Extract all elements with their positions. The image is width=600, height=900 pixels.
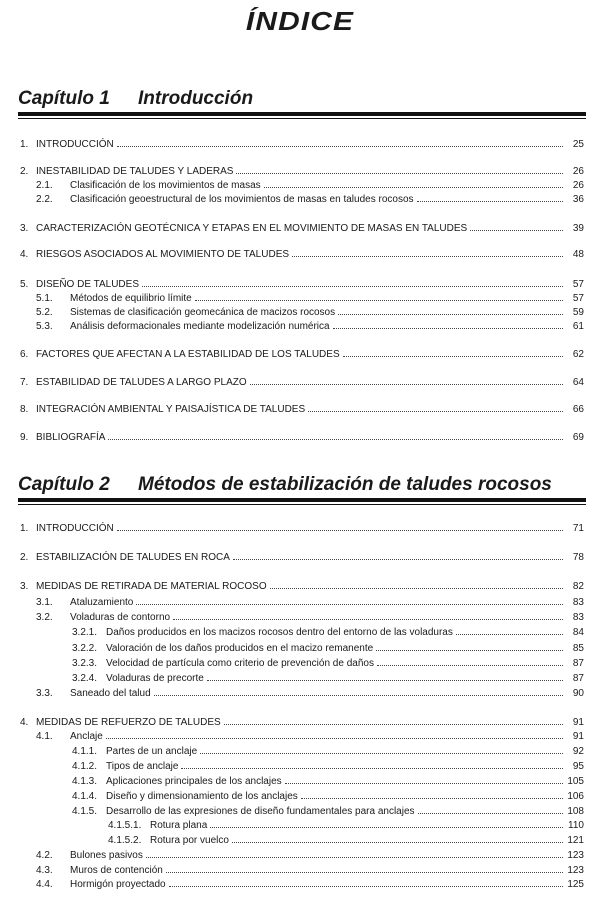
toc-entry-page: 106	[567, 791, 584, 802]
toc-entry-title: Partes de un anclaje	[106, 746, 198, 757]
toc-entry-page: 123	[567, 865, 584, 876]
toc-entry-number: 4.1.5.1.	[108, 820, 142, 831]
toc-entry-title: INTRODUCCIÓN	[36, 139, 114, 150]
toc-entry-title: INTEGRACIÓN AMBIENTAL Y PAISAJÍSTICA DE TALUDES	[36, 404, 306, 415]
toc-entry-number: 4.	[20, 249, 29, 260]
toc-entry-number: 4.1.1.	[72, 746, 98, 757]
toc-leader-dots	[224, 714, 563, 725]
toc-entry-title: Clasificación geoestructural de los movimientos de masas en taludes rocosos	[70, 194, 414, 205]
toc-entry-title: Análisis deformacionales mediante modelización numérica	[70, 321, 330, 332]
toc-entry	[36, 594, 584, 608]
toc-entry-number: 1.	[20, 139, 29, 150]
toc-entry-number: 3.	[20, 223, 29, 234]
toc-entry-title: Muros de contención	[70, 865, 163, 876]
toc-entry-number: 2.	[20, 166, 29, 177]
toc-leader-dots	[232, 832, 563, 843]
toc-entry	[72, 788, 584, 802]
toc-entry-number: 2.2.	[36, 194, 53, 205]
toc-entry-number: 3.3.	[36, 688, 53, 699]
toc-entry-page: 108	[567, 806, 584, 817]
toc-entry-title: ESTABILIZACIÓN DE TALUDES EN ROCA	[36, 552, 230, 563]
toc-entry-number: 3.2.4.	[72, 673, 98, 684]
toc-leader-dots	[207, 670, 563, 681]
toc-entry	[36, 728, 584, 742]
toc-entry-page: 59	[572, 307, 584, 318]
toc-entry	[36, 318, 584, 332]
toc-entry-number: 4.1.5.2.	[108, 835, 142, 846]
toc-entry	[72, 743, 584, 757]
toc-leader-dots	[146, 847, 563, 858]
toc-leader-dots	[210, 817, 563, 828]
toc-entry-number: 4.3.	[36, 865, 53, 876]
toc-leader-dots	[117, 136, 563, 147]
chapter-title: Introducción	[138, 88, 254, 109]
toc-entry-page: 26	[572, 166, 584, 177]
toc-entry-number: 5.	[20, 279, 29, 290]
toc-entry-page: 125	[567, 879, 584, 890]
toc-entry-title: BIBLIOGRAFÍA	[36, 432, 106, 443]
toc-entry-number: 9.	[20, 432, 29, 443]
toc-entry-number: 2.1.	[36, 180, 53, 191]
chapter-rule	[18, 112, 586, 119]
toc-entry-number: 2.	[20, 552, 29, 563]
toc-entry-title: Hormigón proyectado	[70, 879, 166, 890]
toc-leader-dots	[292, 246, 563, 257]
toc-entry-number: 5.3.	[36, 321, 53, 332]
toc-entry	[20, 714, 584, 728]
toc-leader-dots	[308, 401, 563, 412]
toc-entry-title: Saneado del talud	[70, 688, 151, 699]
chapter-title: Métodos de estabilización de taludes rocosos	[138, 474, 552, 495]
toc-entry-page: 87	[572, 658, 584, 669]
toc-leader-dots	[377, 655, 563, 666]
toc-entry-page: 57	[572, 279, 584, 290]
toc-entry	[72, 803, 584, 817]
toc-entry-title: DISEÑO DE TALUDES	[36, 279, 139, 290]
toc-entry-title: INTRODUCCIÓN	[36, 523, 114, 534]
toc-entry-page: 92	[572, 746, 584, 757]
toc-entry-page: 36	[572, 194, 584, 205]
toc-entry-page: 61	[572, 321, 584, 332]
toc-entry-number: 4.1.	[36, 731, 53, 742]
toc-entry-number: 5.2.	[36, 307, 53, 318]
toc-entry-page: 105	[567, 776, 584, 787]
toc-entry	[36, 304, 584, 318]
toc-entry-page: 39	[572, 223, 584, 234]
toc-entry-page: 110	[568, 820, 584, 831]
toc-entry	[20, 246, 584, 260]
toc-entry	[20, 520, 584, 534]
toc-entry-title: Valoración de los daños producidos en el macizo remanente	[106, 643, 374, 654]
toc-leader-dots	[264, 177, 563, 188]
toc-leader-dots	[142, 276, 563, 287]
toc-entry-number: 4.1.4.	[72, 791, 98, 802]
toc-entry-title: Velocidad de partícula como criterio de prevención de daños	[106, 658, 374, 669]
toc-entry	[108, 817, 584, 831]
toc-entry-number: 1.	[20, 523, 29, 534]
toc-entry	[36, 862, 584, 876]
toc-leader-dots	[285, 773, 563, 784]
toc-entry	[20, 549, 584, 563]
chapter-heading	[18, 474, 584, 496]
toc-entry-title: RIESGOS ASOCIADOS AL MOVIMIENTO DE TALUDES	[36, 249, 290, 260]
toc-entry-number: 6.	[20, 349, 29, 360]
toc-leader-dots	[106, 728, 563, 739]
toc-entry-page: 78	[572, 552, 584, 563]
toc-entry-title: Anclaje	[70, 731, 103, 742]
toc-entry	[20, 401, 584, 415]
toc-leader-dots	[418, 803, 563, 814]
chapter-label: Capítulo 2	[18, 474, 110, 495]
toc-entry-title: FACTORES QUE AFECTAN A LA ESTABILIDAD DE LOS TALUDES	[36, 349, 340, 360]
page-title: ÍNDICE	[245, 6, 355, 36]
toc-entry-title: Aplicaciones principales de los anclajes	[106, 776, 282, 787]
toc-entry-title: Sistemas de clasificación geomecánica de macizos rocosos	[70, 307, 336, 318]
toc-leader-dots	[338, 304, 563, 315]
toc-leader-dots	[333, 318, 563, 329]
toc-leader-dots	[236, 163, 563, 174]
toc-entry-number: 3.2.3.	[72, 658, 98, 669]
toc-entry-number: 4.	[20, 717, 29, 728]
toc-entry-number: 4.1.3.	[72, 776, 98, 787]
toc-entry-number: 3.2.2.	[72, 643, 98, 654]
toc-entry	[36, 290, 584, 304]
toc-entry-page: 83	[572, 597, 584, 608]
toc-entry-title: CARACTERIZACIÓN GEOTÉCNICA Y ETAPAS EN EL MOVIMIENTO DE MASAS EN TALUDES	[36, 223, 468, 234]
toc-leader-dots	[154, 685, 563, 696]
toc-entry-page: 82	[572, 581, 584, 592]
toc-entry	[36, 685, 584, 699]
toc-entry-page: 95	[572, 761, 584, 772]
chapter-label: Capítulo 1	[18, 88, 110, 109]
toc-entry	[20, 276, 584, 290]
toc-entry	[72, 758, 584, 772]
toc-entry-number: 3.1.	[36, 597, 53, 608]
toc-entry	[72, 670, 584, 684]
toc-leader-dots	[233, 549, 563, 560]
toc-entry	[20, 163, 584, 177]
toc-entry	[20, 136, 584, 150]
toc-entry-page: 66	[572, 404, 584, 415]
toc-entry-number: 3.2.1.	[72, 627, 98, 638]
toc-entry-number: 4.2.	[36, 850, 53, 861]
toc-entry-number: 8.	[20, 404, 29, 415]
toc-entry-number: 4.1.5.	[72, 806, 98, 817]
toc-entry-title: Ataluzamiento	[70, 597, 134, 608]
toc-leader-dots	[343, 346, 563, 357]
toc-entry	[72, 655, 584, 669]
toc-entry-title: Voladuras de precorte	[106, 673, 204, 684]
chapter-heading	[18, 88, 584, 110]
toc-entry-title: INESTABILIDAD DE TALUDES Y LADERAS	[36, 166, 234, 177]
toc-entry-page: 84	[572, 627, 584, 638]
toc-entry	[36, 177, 584, 191]
toc-entry-title: Voladuras de contorno	[70, 612, 171, 623]
toc-leader-dots	[136, 594, 563, 605]
toc-entry	[20, 429, 584, 443]
toc-leader-dots	[108, 429, 563, 440]
toc-entry-number: 3.	[20, 581, 29, 592]
toc-leader-dots	[195, 290, 563, 301]
toc-entry-page: 25	[572, 139, 584, 150]
toc-entry-title: Clasificación de los movimientos de masas	[70, 180, 261, 191]
toc-entry-page: 83	[572, 612, 584, 623]
toc-entry-number: 3.2.	[36, 612, 53, 623]
toc-leader-dots	[169, 876, 563, 887]
toc-entry-page: 71	[572, 523, 584, 534]
toc-entry	[36, 847, 584, 861]
toc-entry-title: Rotura plana	[150, 820, 208, 831]
toc-entry-page: 57	[572, 293, 584, 304]
toc-leader-dots	[270, 578, 563, 589]
toc-entry-page: 69	[572, 432, 584, 443]
toc-entry-page: 91	[572, 717, 584, 728]
chapter-rule	[18, 498, 586, 505]
toc-leader-dots	[301, 788, 563, 799]
toc-leader-dots	[456, 624, 563, 635]
toc-entry-title: MEDIDAS DE REFUERZO DE TALUDES	[36, 717, 221, 728]
toc-entry-page: 87	[572, 673, 584, 684]
toc-leader-dots	[166, 862, 563, 873]
toc-entry-number: 7.	[20, 377, 29, 388]
toc-entry-title: Desarrollo de las expresiones de diseño fundamentales para anclajes	[106, 806, 415, 817]
toc-leader-dots	[173, 609, 563, 620]
toc-leader-dots	[376, 640, 563, 651]
toc-entry	[20, 578, 584, 592]
toc-leader-dots	[117, 520, 563, 531]
toc-entry	[72, 640, 584, 654]
toc-entry	[20, 220, 584, 234]
toc-leader-dots	[181, 758, 563, 769]
toc-entry-title: ESTABILIDAD DE TALUDES A LARGO PLAZO	[36, 377, 247, 388]
toc-entry	[108, 832, 584, 846]
toc-entry-page: 85	[572, 643, 584, 654]
toc-entry-page: 26	[572, 180, 584, 191]
toc-entry-number: 5.1.	[36, 293, 53, 304]
toc-leader-dots	[200, 743, 563, 754]
toc-entry	[20, 374, 584, 388]
toc-entry	[36, 609, 584, 623]
toc-entry-title: Daños producidos en los macizos rocosos dentro del entorno de las voladuras	[106, 627, 453, 638]
toc-entry-title: Bulones pasivos	[70, 850, 143, 861]
toc-entry	[72, 773, 584, 787]
toc-entry-page: 64	[572, 377, 584, 388]
toc-entry-title: MEDIDAS DE RETIRADA DE MATERIAL ROCOSO	[36, 581, 267, 592]
toc-entry	[36, 191, 584, 205]
toc-entry-page: 121	[567, 835, 584, 846]
toc-entry-page: 62	[572, 349, 584, 360]
toc-entry-page: 123	[567, 850, 584, 861]
toc-entry	[72, 624, 584, 638]
toc-entry-title: Métodos de equilibrio límite	[70, 293, 192, 304]
toc-leader-dots	[417, 191, 563, 202]
toc-entry	[20, 346, 584, 360]
toc-leader-dots	[470, 220, 563, 231]
toc-entry-number: 4.4.	[36, 879, 53, 890]
toc-entry-number: 4.1.2.	[72, 761, 98, 772]
toc-entry-title: Tipos de anclaje	[106, 761, 179, 772]
toc-leader-dots	[250, 374, 563, 385]
toc-entry-page: 91	[572, 731, 584, 742]
toc-entry	[36, 876, 584, 890]
toc-entry-title: Diseño y dimensionamiento de los anclajes	[106, 791, 298, 802]
toc-entry-page: 90	[572, 688, 584, 699]
toc-entry-page: 48	[572, 249, 584, 260]
toc-entry-title: Rotura por vuelco	[150, 835, 229, 846]
